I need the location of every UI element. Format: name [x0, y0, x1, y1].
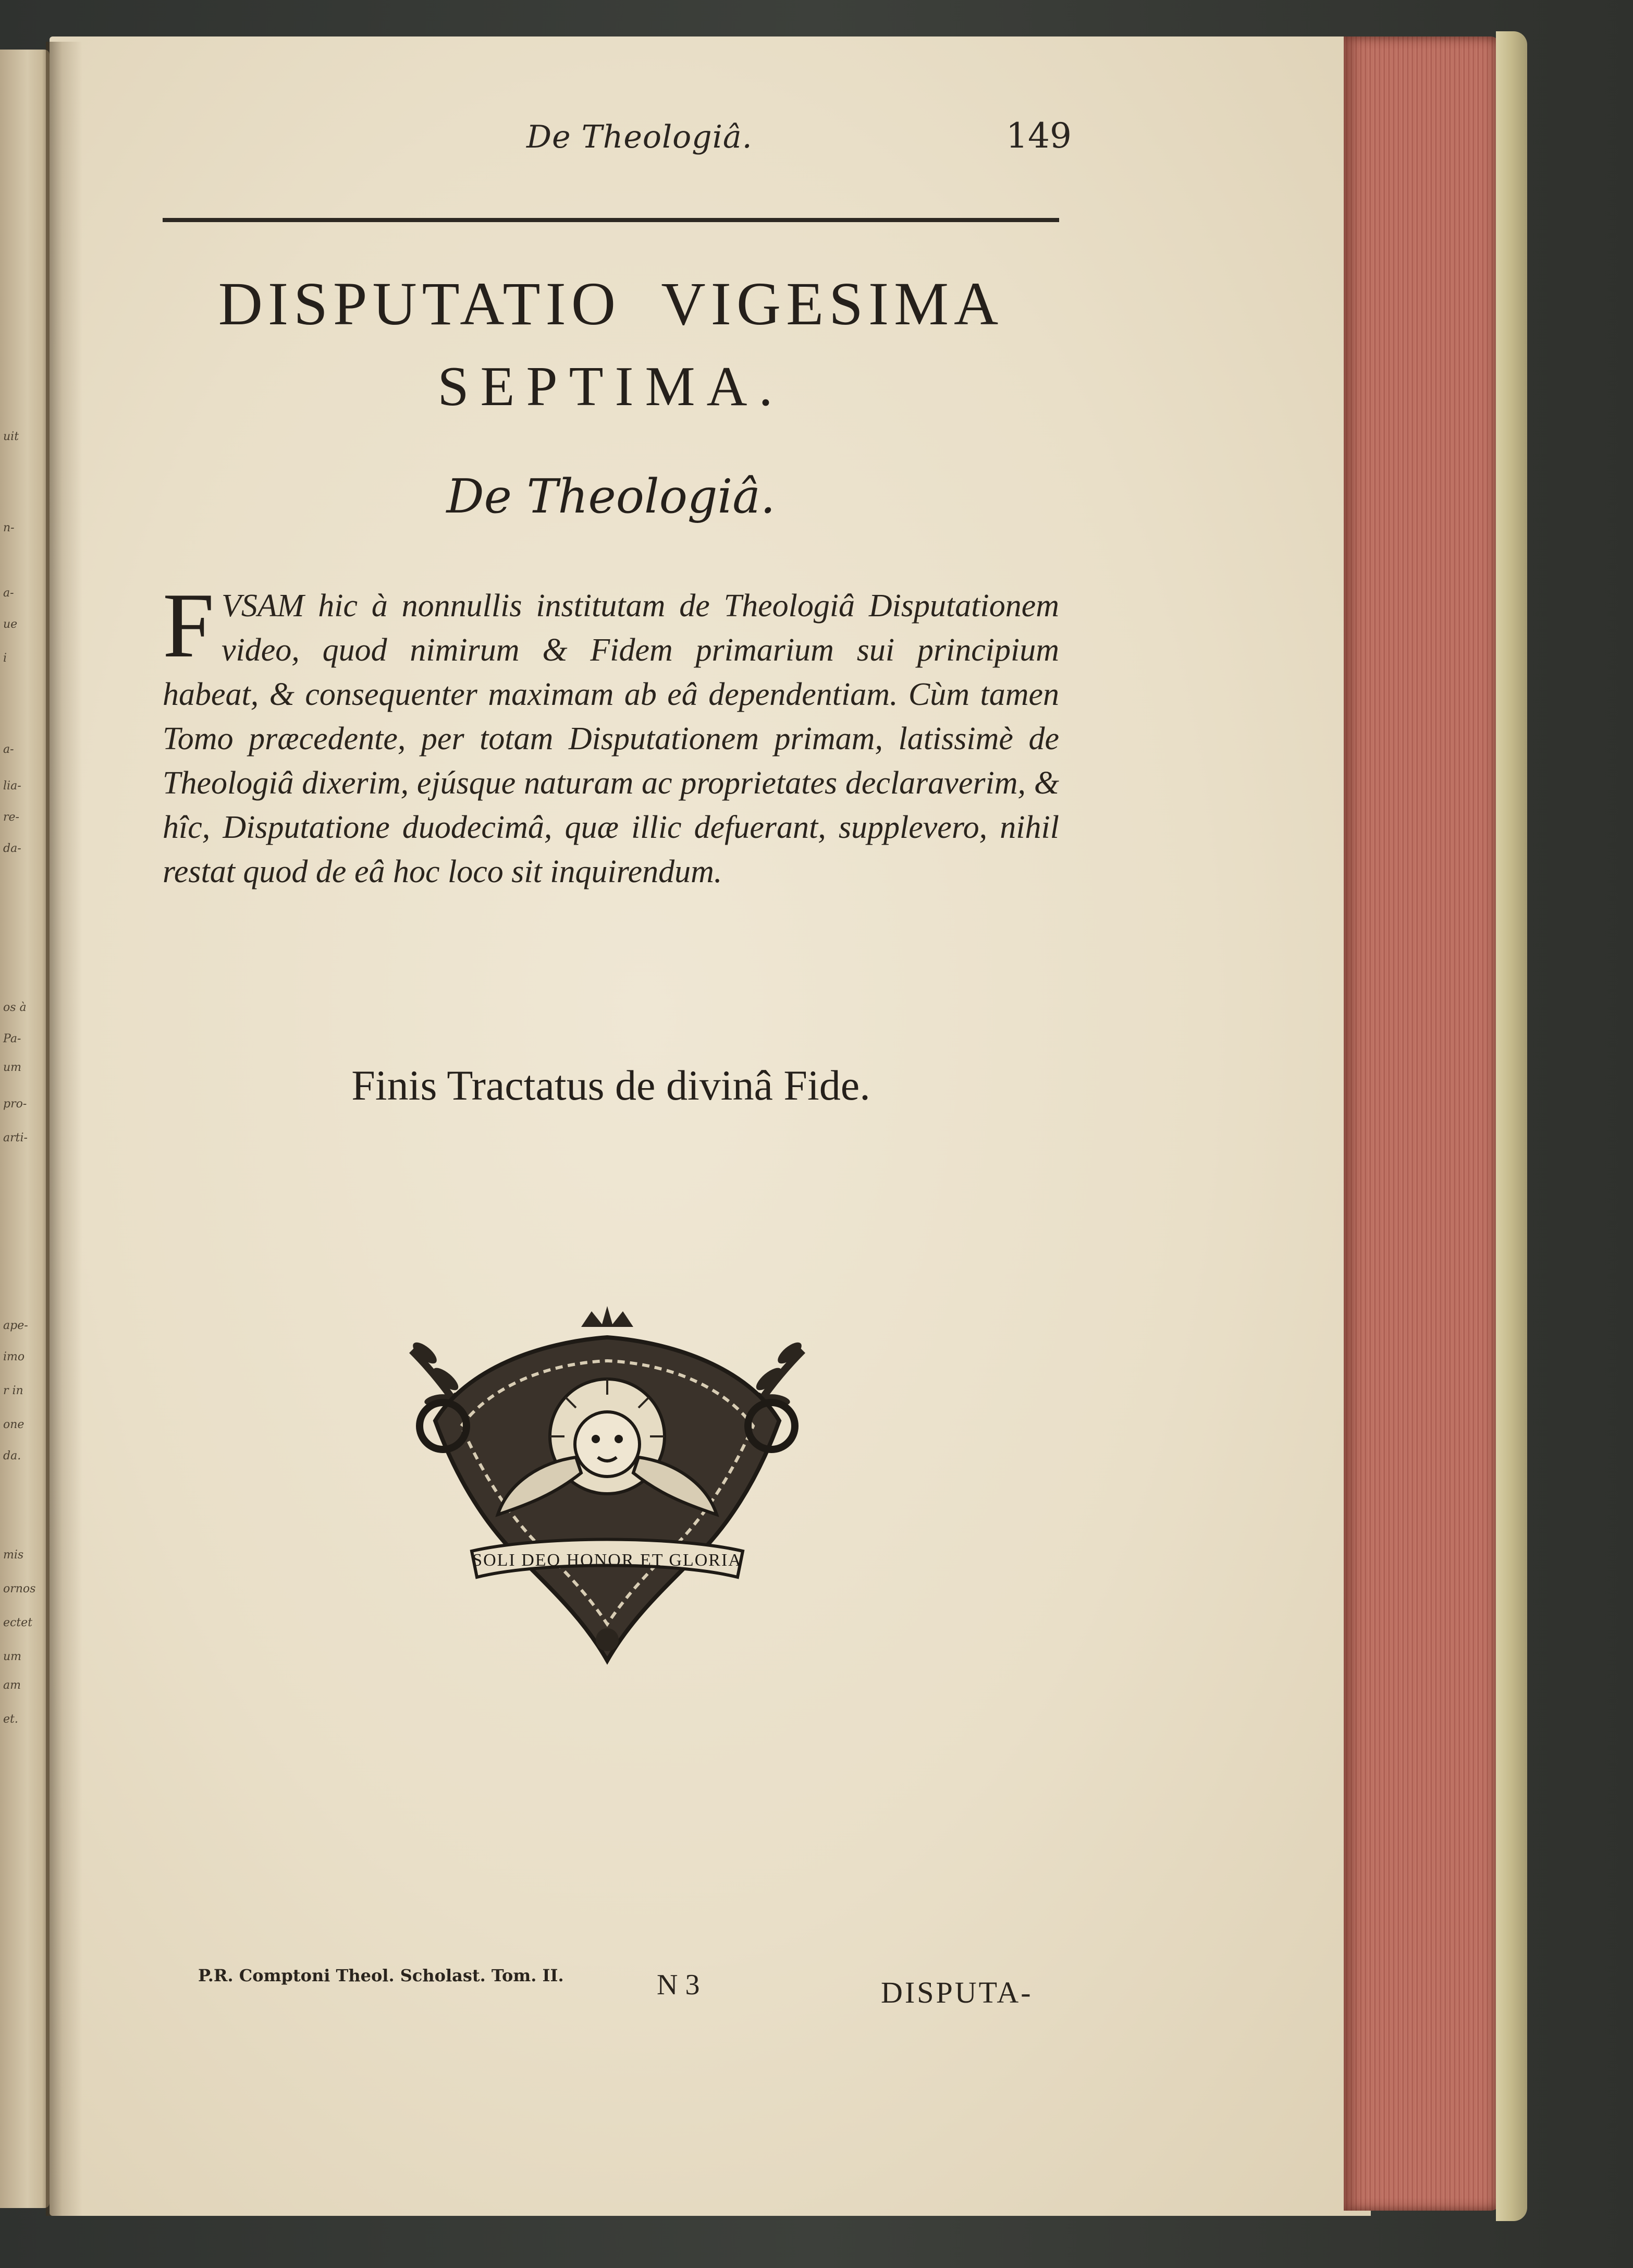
- page-number: 149: [1006, 116, 1072, 156]
- drop-cap: F: [163, 574, 214, 677]
- left-page-margin-text: [0, 50, 50, 2208]
- book-cover-edge: [1496, 31, 1527, 2221]
- running-head: De Theologiâ.: [526, 119, 753, 155]
- left-margin-fragment: r in: [3, 1384, 23, 1397]
- header-rule: [163, 218, 1059, 222]
- left-margin-fragment: ectet: [3, 1616, 33, 1629]
- left-margin-fragment: a-: [3, 743, 14, 756]
- left-margin-fragment: a-: [3, 587, 14, 600]
- left-margin-fragment: da.: [3, 1449, 21, 1462]
- left-margin-fragment: i: [3, 652, 7, 665]
- left-margin-fragment: et.: [3, 1713, 18, 1726]
- left-margin-fragment: imo: [3, 1350, 25, 1363]
- disputation-subtitle: De Theologiâ.: [446, 469, 776, 524]
- disputation-title-continued: SEPTIMA.: [437, 356, 784, 418]
- gutter-shadow: [46, 42, 82, 2216]
- footer-signature-mark: N 3: [657, 1969, 700, 2001]
- ornament-motto: SOLI DEO HONOR ET GLORIA: [472, 1551, 742, 1570]
- finis-line: Finis Tractatus de divinâ Fide.: [351, 1062, 870, 1109]
- left-margin-fragment: ape-: [3, 1319, 28, 1332]
- body-paragraph: [163, 574, 1059, 894]
- left-margin-fragment: one: [3, 1418, 24, 1431]
- disputation-title: DISPUTATIO VIGESIMA: [218, 270, 1004, 338]
- left-margin-fragment: um: [3, 1061, 22, 1074]
- left-margin-fragment: am: [3, 1679, 21, 1692]
- cherub-printers-device-icon: [394, 1306, 821, 1681]
- left-margin-fragment: pro-: [3, 1098, 27, 1111]
- left-margin-fragment: um: [3, 1650, 22, 1663]
- footer-catchword: DISPUTA-: [881, 1976, 1033, 2009]
- left-margin-fragment: re-: [3, 811, 19, 824]
- left-margin-fragment: n-: [3, 521, 15, 534]
- left-margin-fragment: lia-: [3, 779, 21, 792]
- left-margin-fragment: Pa-: [3, 1032, 21, 1045]
- left-margin-fragment: da-: [3, 842, 21, 855]
- left-margin-fragment: arti-: [3, 1131, 28, 1144]
- left-margin-fragment: uit: [3, 430, 19, 443]
- body-paragraph-text: VSAM hic à nonnullis institutam de Theologiâ Disputationem video, quod nimirum & Fidem primarium sui principium habeat, & consequenter maximam ab eâ dependentiam. Cùm tamen Tomo præcedente, per totam Disputationem primam, latissimè de Theologiâ dixerim, ejúsque naturam ac proprietates declaraverim, & hîc, Disputatione duodecimâ, quæ illic defuerant, supplevero, nihil restat quod de eâ hoc loco sit inquirendum.: [163, 588, 1059, 889]
- left-margin-fragment: ornos: [3, 1582, 36, 1595]
- red-page-edges: [1344, 36, 1500, 2211]
- left-margin-fragment: mis: [3, 1548, 24, 1562]
- left-margin-fragment: ue: [3, 618, 18, 631]
- footer-signature: P.R. Comptoni Theol. Scholast. Tom. II.: [198, 1966, 564, 1985]
- left-margin-fragment: os à: [3, 1001, 27, 1014]
- left-page-edge: [0, 50, 50, 2208]
